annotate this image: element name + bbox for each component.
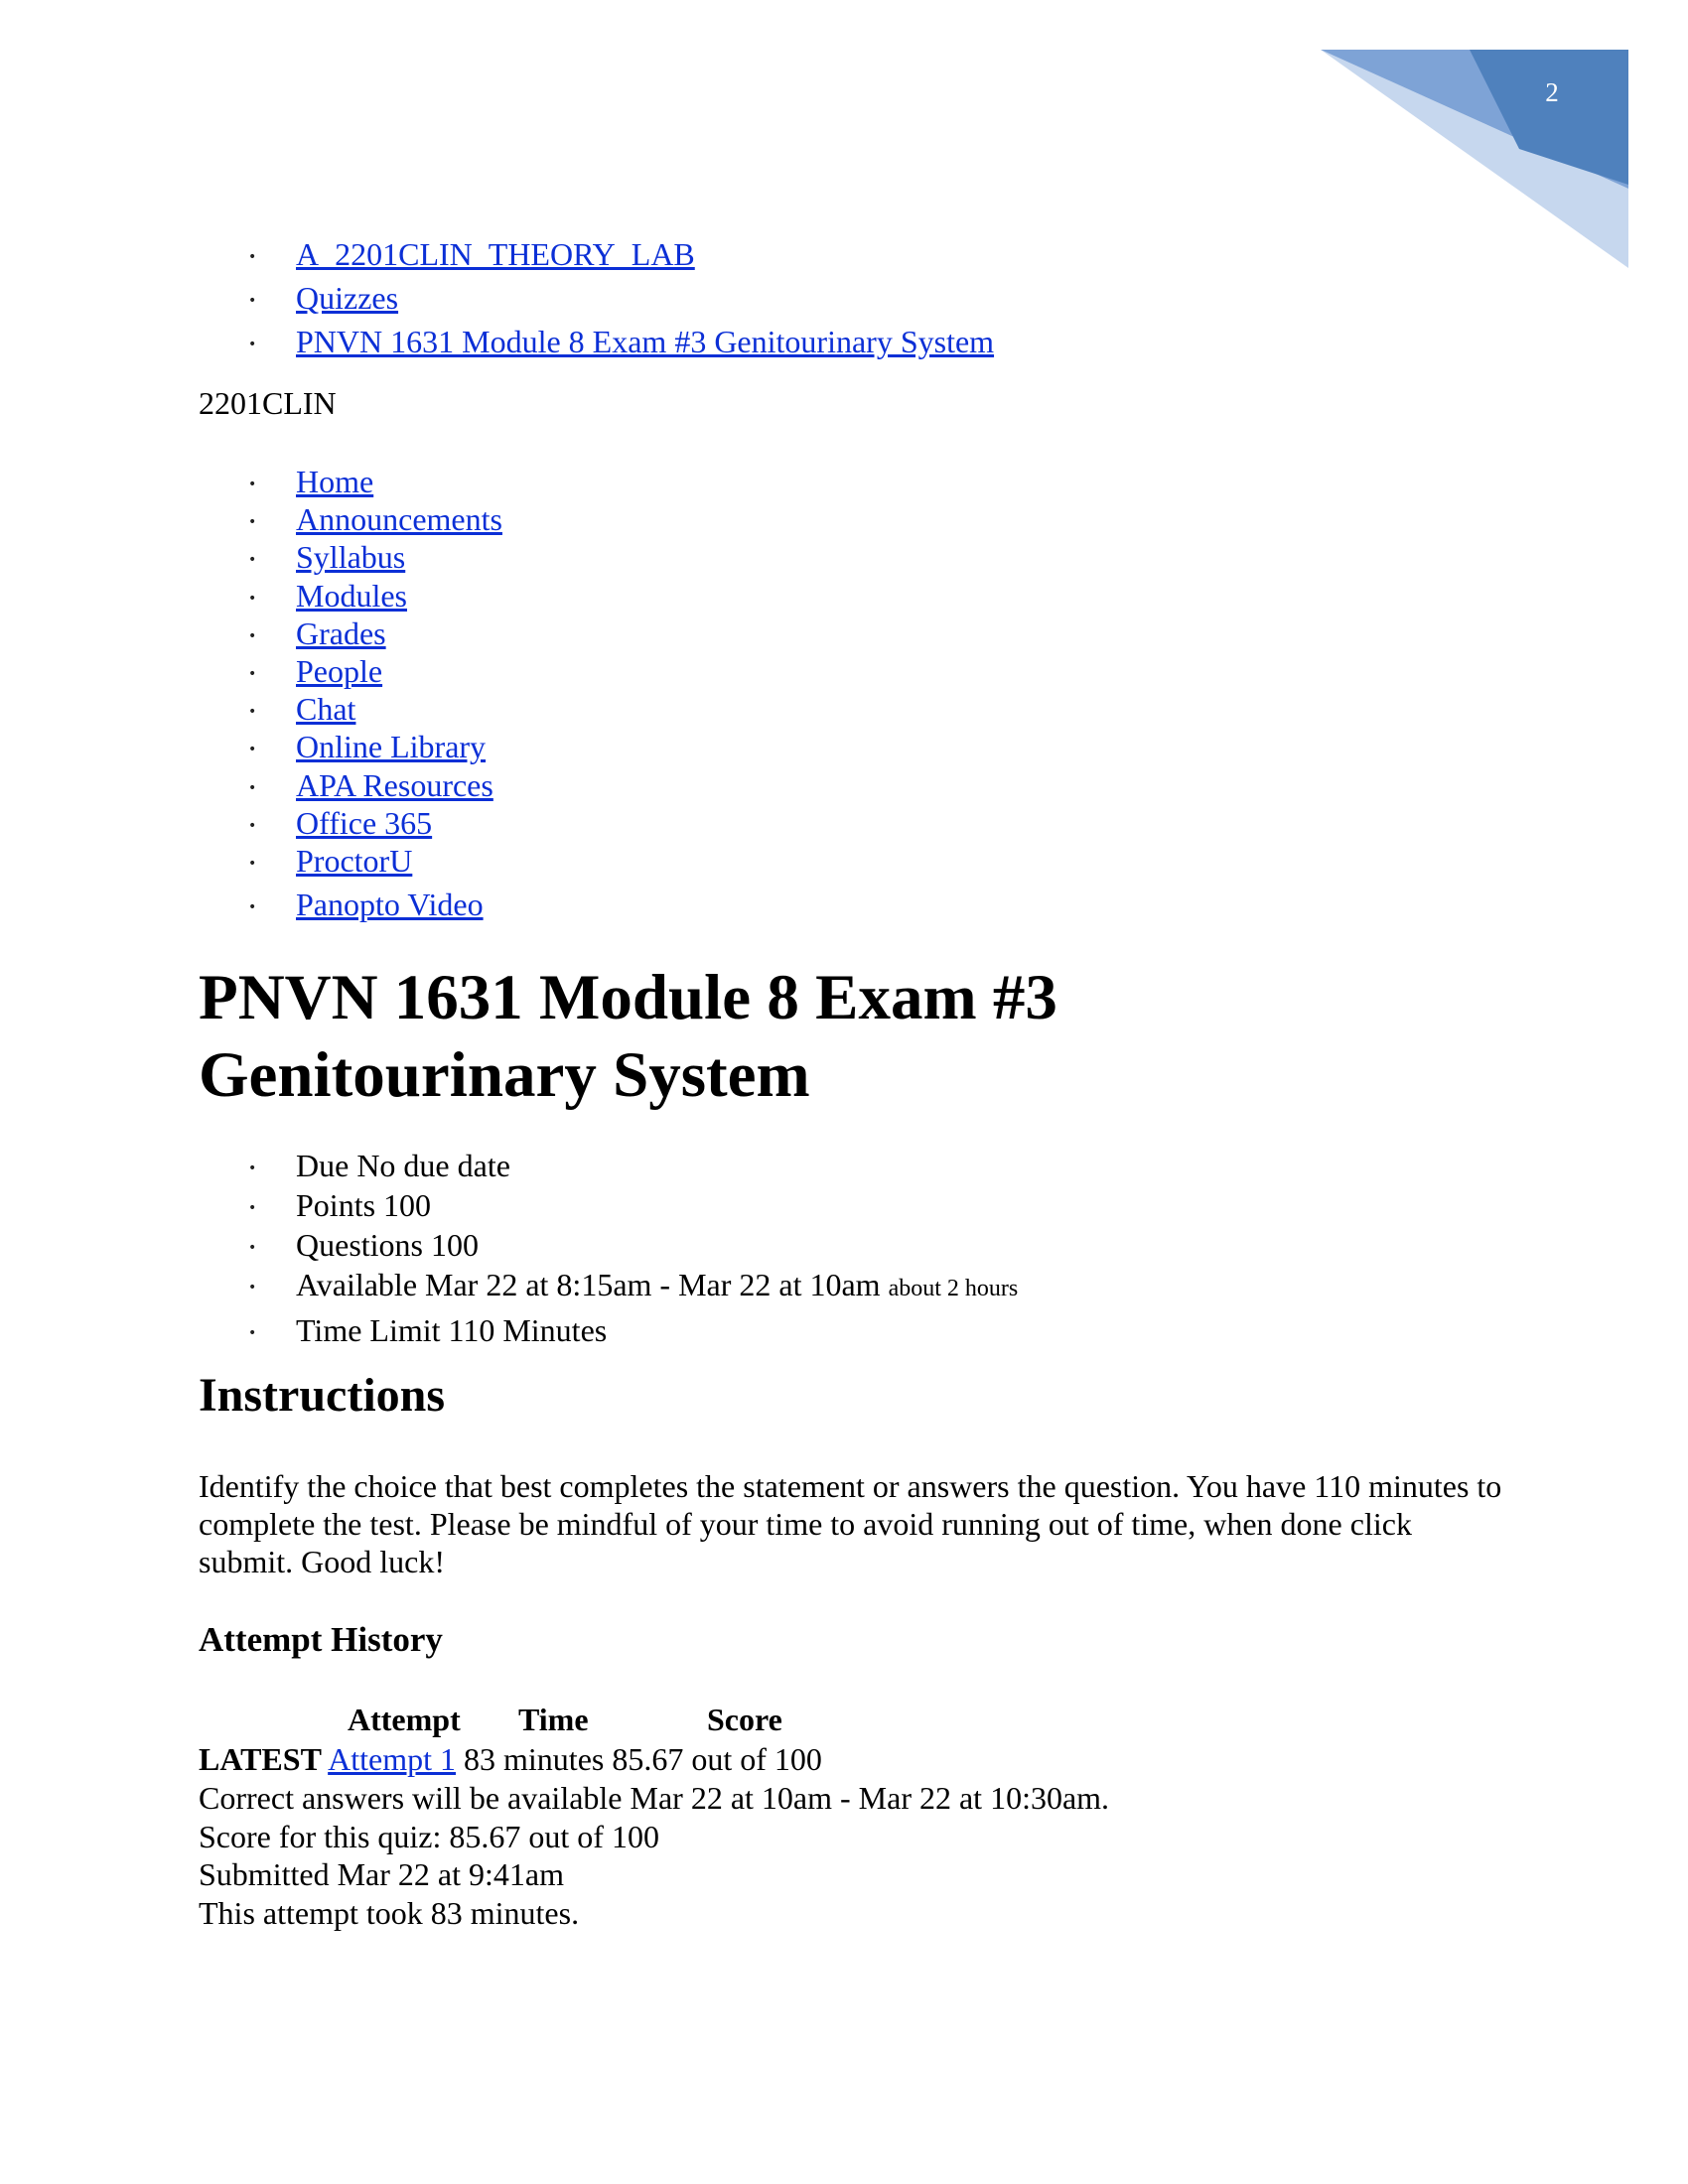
- breadcrumb-item-quiz: [199, 320, 994, 363]
- column-header-time: Time: [518, 1702, 589, 1737]
- nav-item-syllabus: [199, 538, 502, 576]
- breadcrumb-item-course: [199, 232, 994, 276]
- attempt-time: 83 minutes: [464, 1741, 605, 1777]
- detail-time-limit: • Time Limit 110 Minutes: [199, 1310, 1018, 1350]
- nav-item-grades: [199, 614, 502, 652]
- detail-available-duration: about 2 hours: [888, 1276, 1019, 1301]
- instructions-heading: Instructions: [199, 1369, 446, 1422]
- nav-link-online-library[interactable]: Online Library: [296, 729, 487, 765]
- nav-item-announcements: [199, 500, 502, 538]
- nav-item-office-365: [199, 804, 502, 842]
- detail-due: • Due No due date: [199, 1146, 1018, 1185]
- attempt-link[interactable]: Attempt 1: [328, 1741, 457, 1777]
- course-code: 2201CLIN: [199, 385, 337, 421]
- nav-link-panopto-video[interactable]: Panopto Video: [296, 887, 484, 923]
- page-title: [199, 959, 1489, 1114]
- instructions-text: Identify the choice that best completes the statement or answers the question. You have 110 minutes to complete the test. Please be mindful of your time to avoid running out of time, when done click submit. Good luck!: [199, 1468, 1502, 1579]
- detail-available-range: Available Mar 22 at 8:15am - Mar 22 at 10am: [296, 1267, 881, 1302]
- column-header-attempt: Attempt: [348, 1702, 461, 1737]
- nav-item-chat: [199, 690, 502, 728]
- breadcrumb: [199, 232, 994, 363]
- attempt-history-heading: Attempt History: [199, 1620, 443, 1659]
- nav-item-online-library: [199, 728, 502, 765]
- detail-points: • Points 100: [199, 1185, 1018, 1225]
- page-corner-decoration: [1291, 50, 1628, 268]
- page-title-line1: PNVN 1631 Module 8 Exam #3: [199, 962, 1057, 1033]
- submitted-note: Submitted Mar 22 at 9:41am: [199, 1856, 564, 1892]
- quiz-details: [199, 1146, 1018, 1350]
- latest-badge: LATEST: [199, 1741, 322, 1777]
- nav-item-panopto-video: [199, 886, 502, 923]
- nav-item-modules: [199, 577, 502, 614]
- score-note: Score for this quiz: 85.67 out of 100: [199, 1818, 659, 1854]
- breadcrumb-link-quizzes[interactable]: Quizzes: [296, 280, 399, 316]
- nav-link-grades[interactable]: Grades: [296, 614, 386, 651]
- nav-link-home[interactable]: Home: [296, 464, 374, 499]
- detail-available: [199, 1265, 1018, 1304]
- nav-link-proctoru[interactable]: ProctorU: [296, 842, 413, 879]
- nav-link-syllabus[interactable]: Syllabus: [296, 539, 406, 576]
- nav-item-apa-resources: [199, 766, 502, 804]
- nav-item-home: [199, 463, 502, 500]
- page-number: 2: [1545, 77, 1559, 107]
- column-header-score: Score: [707, 1702, 782, 1737]
- nav-link-announcements[interactable]: Announcements: [296, 501, 502, 538]
- correct-answers-note: Correct answers will be available Mar 22 at 10am - Mar 22 at 10:30am.: [199, 1780, 1110, 1816]
- breadcrumb-item-quizzes: [199, 276, 994, 320]
- course-nav: [199, 463, 502, 923]
- detail-questions: • Questions 100: [199, 1225, 1018, 1265]
- nav-link-office-365[interactable]: Office 365: [296, 804, 433, 841]
- nav-item-proctoru: [199, 842, 502, 880]
- nav-item-people: [199, 652, 502, 690]
- page-title-line2: Genitourinary System: [199, 1039, 810, 1111]
- duration-note: This attempt took 83 minutes.: [199, 1894, 580, 1931]
- nav-link-chat[interactable]: Chat: [296, 691, 356, 728]
- attempt-score: 85.67 out of 100: [612, 1741, 822, 1777]
- nav-link-apa-resources[interactable]: APA Resources: [296, 766, 493, 803]
- attempt-notes: [199, 1779, 1109, 1932]
- breadcrumb-link-quiz[interactable]: PNVN 1631 Module 8 Exam #3 Genitourinary System: [296, 324, 995, 359]
- table-row: [199, 1739, 822, 1779]
- nav-link-modules[interactable]: Modules: [296, 577, 407, 614]
- nav-link-people[interactable]: People: [296, 652, 383, 689]
- breadcrumb-link-course[interactable]: A_2201CLIN_THEORY_LAB: [296, 236, 695, 272]
